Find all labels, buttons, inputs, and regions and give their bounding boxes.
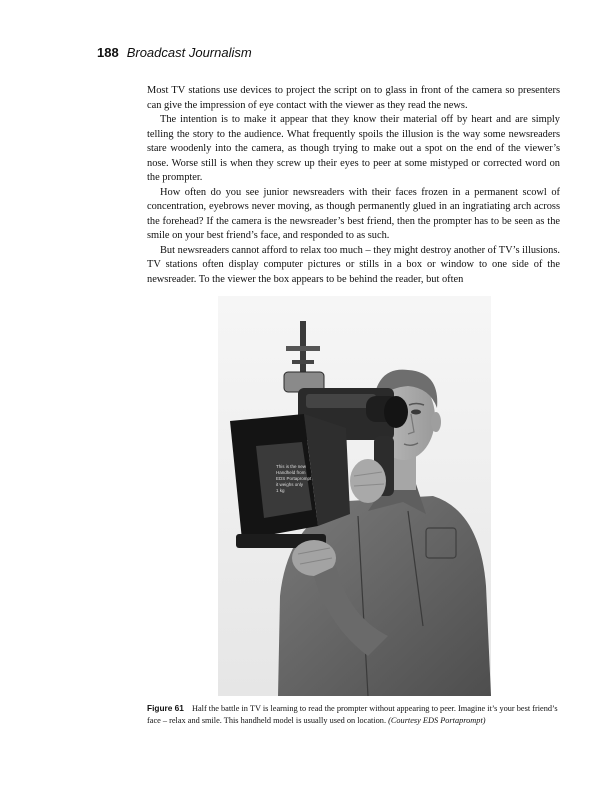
body-text — [147, 84, 560, 287]
caption-text: Half the battle in TV is learning to read the prompter without appearing to peer. Imagine it’s your best friend’s face – relax and smile. This handheld model is usually used on location. — [147, 704, 558, 725]
running-head — [97, 45, 252, 60]
paragraph-1: Most TV stations use devices to project the script on to glass in front of the camera so presenters can give the impression of eye contact with the viewer as they read the news. — [147, 85, 560, 111]
figure-photo — [218, 296, 491, 696]
figure-caption — [147, 703, 560, 726]
caption-credit: (Courtesy EDS Portaprompt) — [388, 715, 486, 725]
paragraph-4: But newsreaders cannot afford to relax too much – they might destroy another of TV’s illusions. TV stations often display computer pictures or stills in a box or window to one side of the newsreader. To the viewer the box appears to be behind the reader, but often — [147, 244, 560, 285]
book-title: Broadcast Journalism — [126, 45, 252, 60]
paragraph-2: The intention is to make it appear that they know their material off by heart and are simply telling the story to the audience. What frequently spoils the illusion is the way some newsreaders stare woodenly into the camera, as though trying to make out a spot on the end of the viewer’s nose. Worse still is when they screw up their eyes to peer at some mistyped or corrected word on the prompter. — [147, 114, 560, 183]
figure-label: Figure 61 — [147, 703, 184, 713]
page-number: 188 — [97, 45, 119, 60]
paragraph-3: How often do you see junior newsreaders with their faces frozen in a permanent scowl of concentration, eyebrows never moving, as though permanently glued in an ingratiating arch across the forehead? If the camera is the newsreader’s best friend, then the prompter has to be seen as the smile on your best friend’s face, and responded to as such. — [147, 186, 560, 241]
camera-operator-photo — [218, 296, 491, 696]
svg-text:This is the new Handheld: This is the new Handheld from EDS Portaprompt it weighs only 1 kg — [276, 464, 312, 493]
